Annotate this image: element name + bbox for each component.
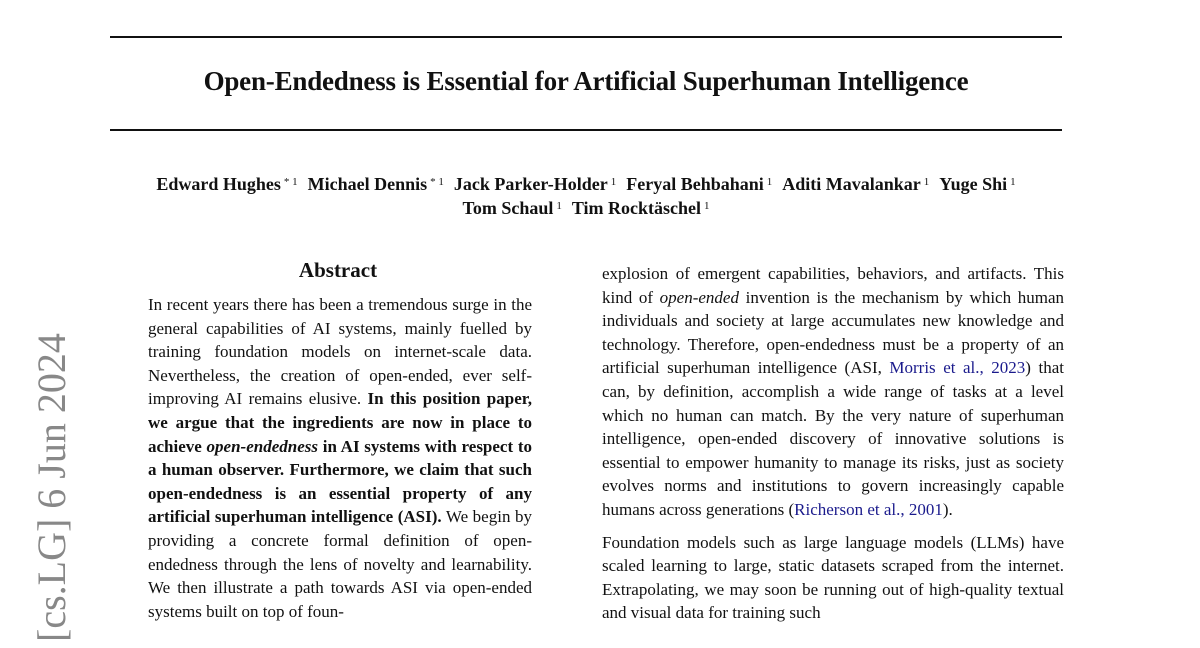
intro-text-b: invention is the mechanism by which human individuals and society at large accumulates new knowledge and technology. Therefore, open-endedness must be a property of an artificial superhuman intelligence (ASI, bbox=[602, 287, 1065, 378]
author bbox=[939, 174, 1015, 194]
author bbox=[626, 174, 772, 194]
intro-text-d: ). bbox=[942, 499, 953, 519]
author-name: Edward Hughes bbox=[156, 174, 281, 194]
author-affiliation: 1 bbox=[766, 176, 773, 188]
intro-column bbox=[602, 262, 1064, 625]
citation-morris[interactable]: Morris et al., 2023 bbox=[889, 358, 1026, 378]
author-name: Tom Schaul bbox=[462, 198, 554, 218]
author bbox=[156, 174, 297, 194]
author bbox=[572, 198, 710, 218]
abstract-text-2: We begin by providing a concrete formal definition of open-endedness through the lens of novelty and learnability. We then illustrate a path towards ASI via open-ended systems built on top of foun- bbox=[148, 507, 532, 621]
arxiv-stamp: [cs.LG] 6 Jun 2024 bbox=[29, 333, 74, 642]
author-affiliation: 1 bbox=[556, 200, 562, 212]
abstract-claim-term: open-endedness bbox=[206, 436, 318, 456]
intro-term: open-ended bbox=[659, 287, 739, 307]
abstract-claim-1: In this position paper, we argue that the ingredients are now in place to achieve bbox=[148, 389, 532, 456]
abstract-text-1: In recent years there has been a tremendous surge in the general capabilities of AI systems, mainly fuelled by training foundation models on internet-scale data. Nevertheless, the creation of open-ended, ever self-improving AI remains elusive. bbox=[148, 295, 532, 409]
author bbox=[462, 198, 561, 218]
top-rule bbox=[110, 36, 1062, 38]
author-name: Tim Rocktäschel bbox=[571, 198, 702, 218]
author-name: Aditi Mavalankar bbox=[782, 174, 921, 194]
author-affiliation: 1 bbox=[1010, 176, 1016, 188]
author-list bbox=[108, 172, 1064, 220]
author-affiliation: * 1 bbox=[283, 176, 298, 188]
author bbox=[782, 174, 929, 194]
abstract-claim-2: in AI systems with respect to a human observer. Furthermore, we claim that such open-endedness is an essential property of any artificial superhuman intelligence (ASI). bbox=[148, 436, 533, 527]
intro-text-a: explosion of emergent capabilities, behaviors, and artifacts. This kind of bbox=[602, 264, 1064, 307]
author-affiliation: * 1 bbox=[430, 176, 444, 188]
intro-paragraph-1 bbox=[602, 262, 1064, 522]
author-name: Yuge Shi bbox=[939, 174, 1008, 194]
author-affiliation: 1 bbox=[923, 176, 930, 188]
title-bottom-rule bbox=[110, 129, 1062, 131]
paper-title: Open-Endedness is Essential for Artificial Superhuman Intelligence bbox=[203, 66, 969, 96]
abstract-body bbox=[148, 293, 532, 623]
author-affiliation: 1 bbox=[704, 200, 710, 212]
author bbox=[454, 174, 616, 194]
author bbox=[308, 174, 444, 194]
author-name: Jack Parker-Holder bbox=[453, 174, 608, 194]
author-affiliation: 1 bbox=[610, 176, 617, 188]
intro-paragraph-2: Foundation models such as large language models (LLMs) have scaled learning to large, static datasets scraped from the internet. Extrapolating, we may soon be running out of high-quality textual and visual data for training such bbox=[602, 532, 1064, 623]
intro-text-c: ) that can, by definition, accomplish a wide range of tasks at a level which no human can match. By the very nature of superhuman intelligence, open-ended discovery of innovative solutions is essential to empower humanity to manage its risks, just as society evolves norms and institutions to govern increasingly capable humans across generations ( bbox=[602, 358, 1064, 519]
author-name: Michael Dennis bbox=[307, 174, 428, 194]
abstract-heading: Abstract bbox=[298, 258, 378, 282]
citation-richerson[interactable]: Richerson et al., 2001 bbox=[794, 499, 943, 519]
author-name: Feryal Behbahani bbox=[626, 174, 764, 194]
